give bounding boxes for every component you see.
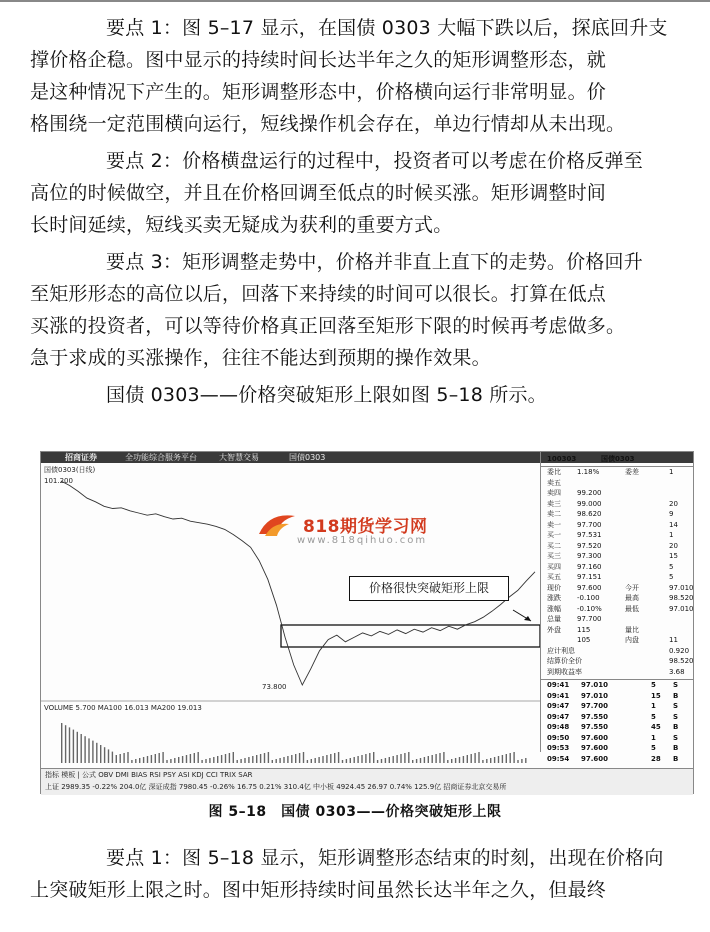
quote-row	[541, 625, 694, 636]
quote-cell: 97.700	[577, 520, 602, 529]
volume-bar	[112, 752, 113, 763]
tick-cell: 09:47	[547, 702, 570, 710]
volume-bar	[166, 760, 167, 763]
paragraph-1-line-2: 撑价格企稳。图中显示的持续时间长达半年之久的矩形调整形态，就	[30, 49, 607, 71]
quote-cell: 98.520	[669, 657, 694, 665]
quote-cell: 9	[669, 510, 674, 518]
tick-cell: 09:47	[547, 712, 570, 721]
volume-bar	[400, 754, 401, 763]
volume-bar	[506, 754, 507, 763]
quote-cell: 买五	[547, 573, 561, 581]
volume-bar	[182, 756, 183, 763]
toolbar-item-symbol[interactable]: 国债0303	[289, 453, 326, 462]
quote-cell: -0.100	[577, 594, 600, 602]
volume-bar	[322, 756, 323, 763]
tick-row	[541, 712, 694, 723]
volume-bar	[432, 755, 433, 763]
quote-cell: 总量	[547, 615, 561, 623]
paragraph-4-line-2: 上突破矩形上限之时。图中矩形持续时间虽然长达半年之久，但最终	[30, 879, 607, 901]
volume-bar	[369, 753, 370, 763]
volume-bar	[346, 759, 347, 763]
volume-bar	[498, 756, 499, 763]
low-price-label: 73.800	[262, 683, 287, 691]
volume-bar	[502, 755, 503, 763]
volume-bar	[373, 752, 374, 763]
tick-cell: S	[673, 733, 679, 742]
tick-row	[541, 701, 694, 712]
volume-bar	[229, 753, 230, 763]
quote-code: 100303	[547, 455, 577, 463]
quote-row	[541, 488, 694, 499]
volume-bar	[365, 754, 366, 763]
volume-bar	[474, 753, 475, 763]
volume-bar	[307, 760, 308, 763]
tick-row	[541, 691, 694, 702]
quote-cell: 买一	[547, 531, 561, 539]
quote-cell: 1.18%	[577, 468, 600, 476]
tick-cell: S	[673, 681, 679, 689]
quote-cell: 11	[669, 636, 678, 644]
volume-bar	[139, 758, 140, 763]
quote-row	[541, 551, 694, 562]
tick-row	[541, 733, 694, 744]
volume-bar	[291, 755, 292, 763]
tick-cell: S	[673, 702, 679, 710]
toolbar-item-trade[interactable]: 大智慧交易	[219, 453, 259, 462]
volume-bar	[393, 756, 394, 763]
tick-cell: 09:53	[547, 744, 570, 752]
quote-cell: 委比	[547, 468, 561, 476]
quote-cell: 5	[669, 562, 674, 571]
volume-bar	[490, 758, 491, 763]
tick-row	[541, 754, 694, 765]
volume-bar	[100, 745, 101, 763]
volume-bars	[61, 723, 527, 763]
volume-bar	[256, 755, 257, 763]
volume-bar	[162, 752, 163, 763]
tick-cell: 09:54	[547, 754, 570, 763]
quote-cell: 卖五	[547, 478, 561, 487]
volume-bar	[209, 758, 210, 763]
paragraph-3-line-1: 要点 3：矩形调整走势中，价格并非直上直下的走势。价格回升	[106, 251, 643, 273]
quote-cell: 买三	[547, 552, 561, 560]
volume-bar	[315, 758, 316, 763]
quote-cell: 5	[669, 573, 674, 581]
volume-bar	[361, 755, 362, 763]
rectangle-range-box	[281, 625, 540, 647]
quote-name: 国债0303	[601, 455, 635, 463]
tick-list	[541, 679, 694, 764]
volume-bar	[396, 755, 397, 763]
quote-cell: 115	[577, 625, 591, 634]
quote-row	[541, 583, 694, 594]
quote-cell: 97.600	[577, 583, 602, 592]
tick-cell: 97.010	[581, 681, 609, 689]
volume-bar	[385, 758, 386, 763]
quote-cell: 买四	[547, 562, 561, 571]
volume-bar	[155, 754, 156, 763]
volume-bar	[283, 757, 284, 763]
paragraph-3-line-3: 买涨的投资者，可以等待价格真正回落至矩形下限的时候再考虑做多。	[30, 315, 626, 337]
volume-bar	[217, 756, 218, 763]
quote-cell: 97.531	[577, 531, 602, 539]
quote-cell: 涨幅	[547, 604, 561, 613]
quote-cell: 买二	[547, 541, 561, 550]
volume-bar	[96, 743, 97, 763]
quote-cell: 98.520	[669, 594, 694, 602]
volume-bar	[455, 758, 456, 763]
paragraph-1-line-4: 格围绕一定范围横向运行，短线操作机会存在，单边行情却从未出现。	[30, 113, 626, 135]
tick-cell: 09:41	[547, 691, 570, 700]
volume-bar	[276, 759, 277, 763]
quote-cell: 99.000	[577, 499, 602, 508]
volume-bar	[77, 732, 78, 763]
volume-bar	[198, 752, 199, 763]
paragraph-2-line-1: 要点 2：价格横盘运行的过程中，投资者可以考虑在价格反弹至	[106, 150, 643, 172]
volume-bar	[65, 725, 66, 763]
volume-bar	[439, 753, 440, 763]
quote-cell: 97.010	[669, 604, 694, 613]
toolbar-item-platform[interactable]: 全功能综合服务平台	[125, 453, 197, 462]
volume-bar	[471, 754, 472, 763]
volume-bar	[178, 757, 179, 763]
paragraph-2	[30, 145, 708, 241]
volume-bar	[513, 752, 514, 763]
volume-bar	[123, 753, 124, 763]
volume-bar	[443, 752, 444, 763]
figure-caption: 图 5–18 国债 0303——价格突破矩形上限	[208, 804, 502, 820]
chart-figure	[40, 451, 694, 794]
paragraph-3-line-2: 至矩形形态的高位以后，回落下来持续的时间可以很长。打算在低点	[30, 283, 607, 305]
quote-cell: 涨跌	[547, 594, 561, 602]
volume-bar	[334, 753, 335, 763]
tick-cell: 45	[651, 723, 661, 731]
tick-cell: 97.600	[581, 733, 609, 742]
quote-cell: 卖三	[547, 499, 561, 508]
tick-cell: 1	[651, 702, 656, 710]
volume-bar	[244, 758, 245, 763]
volume-bar	[521, 759, 522, 763]
watermark-site-name: 818期货学习网	[303, 517, 428, 537]
quote-cell: 卖二	[547, 510, 561, 518]
tick-cell: 28	[651, 754, 661, 763]
page-top-rule	[0, 0, 710, 2]
tick-cell: 09:41	[547, 681, 570, 689]
tick-row	[541, 722, 694, 733]
indicator-tabs[interactable]: 指标 模板 | 公式 OBV DMI BIAS RSI PSY ASI KDJ CCI TRIX SAR	[45, 771, 253, 779]
volume-bar	[120, 754, 121, 763]
volume-bar	[108, 749, 109, 763]
quote-cell: 1	[669, 468, 674, 476]
volume-bar	[61, 723, 62, 763]
volume-bar	[186, 755, 187, 763]
tick-row	[541, 743, 694, 754]
quote-header	[541, 452, 694, 467]
volume-bar	[330, 754, 331, 763]
quote-panel	[540, 452, 694, 763]
volume-bar	[279, 758, 280, 763]
volume-bar	[342, 760, 343, 763]
volume-bar	[424, 757, 425, 763]
quote-cell: 卖一	[547, 520, 561, 529]
volume-bar	[486, 759, 487, 763]
quote-cell: 0.920	[669, 646, 690, 655]
volume-bar	[404, 753, 405, 763]
volume-bar	[127, 752, 128, 763]
tick-cell: 97.010	[581, 691, 609, 700]
volume-bar	[92, 741, 93, 763]
volume-bar	[252, 756, 253, 763]
quote-cell: 今开	[625, 583, 639, 592]
volume-bar	[482, 760, 483, 763]
tick-cell: 97.700	[581, 702, 609, 710]
tick-cell: 97.550	[581, 712, 609, 721]
volume-bar	[408, 752, 409, 763]
quote-cell: 最低	[625, 604, 639, 613]
quote-row	[541, 667, 694, 678]
paragraph-1	[30, 12, 708, 140]
volume-bar	[451, 759, 452, 763]
quote-cell: 应计利息	[547, 646, 575, 655]
quote-cell: 99.200	[577, 489, 602, 497]
quote-cell: 量比	[625, 625, 639, 634]
volume-bar	[170, 759, 171, 763]
quote-cell: 98.620	[577, 510, 602, 518]
volume-bar	[174, 758, 175, 763]
volume-bar	[295, 754, 296, 763]
figure-intro	[68, 379, 708, 411]
volume-indicator-label: VOLUME 5.700 MA100 16.013 MA200 19.013	[44, 704, 202, 712]
watermark	[255, 510, 475, 550]
tick-cell: 97.600	[581, 754, 609, 763]
volume-bar	[116, 755, 117, 763]
tick-cell: B	[673, 691, 679, 700]
tick-cell: B	[673, 754, 679, 763]
quote-cell: 最高	[625, 594, 639, 602]
paragraph-4	[30, 842, 708, 906]
watermark-flame-icon	[255, 510, 299, 540]
volume-bar	[478, 752, 479, 763]
volume-bar	[143, 757, 144, 763]
paragraph-3-line-4: 急于求成的买涨操作，往往不能达到预期的操作效果。	[30, 347, 491, 369]
quote-row	[541, 499, 694, 510]
volume-bar	[268, 752, 269, 763]
quote-cell: 外盘	[547, 625, 561, 634]
quote-cell: 3.68	[669, 667, 685, 676]
volume-bar	[131, 760, 132, 763]
tick-cell: 15	[651, 691, 661, 700]
quote-cell: 1	[669, 531, 674, 539]
volume-bar	[463, 756, 464, 763]
volume-bar	[428, 756, 429, 763]
quote-row	[541, 478, 694, 489]
volume-bar	[377, 760, 378, 763]
volume-bar	[412, 760, 413, 763]
quote-cell: 到期收益率	[547, 667, 582, 676]
volume-bar	[435, 754, 436, 763]
volume-bar	[416, 759, 417, 763]
volume-bar	[517, 760, 518, 763]
volume-bar	[194, 753, 195, 763]
volume-bar	[299, 753, 300, 763]
quote-cell: 15	[669, 552, 678, 560]
quote-row	[541, 635, 694, 646]
quote-row	[541, 509, 694, 520]
quote-row	[541, 520, 694, 531]
tick-cell: 09:48	[547, 723, 570, 731]
quote-cell: 20	[669, 541, 678, 550]
volume-bar	[260, 754, 261, 763]
quote-cell: 105	[577, 636, 591, 644]
tick-cell: B	[673, 744, 679, 752]
volume-bar	[467, 755, 468, 763]
quote-row	[541, 656, 694, 667]
high-price-label: 101.200	[44, 477, 73, 485]
watermark-url: www.818qihuo.com	[297, 535, 428, 546]
tick-cell: S	[673, 712, 679, 721]
volume-bar	[525, 758, 526, 763]
volume-bar	[73, 730, 74, 763]
volume-bar	[69, 727, 70, 763]
status-bar	[41, 768, 693, 795]
quote-row	[541, 604, 694, 615]
quote-row	[541, 467, 694, 478]
figure-intro-line: 国债 0303——价格突破矩形上限如图 5–18 所示。	[106, 384, 547, 406]
volume-bar	[213, 757, 214, 763]
quote-cell: 97.300	[577, 552, 602, 560]
paragraph-1-line-1: 要点 1：图 5–17 显示，在国债 0303 大幅下跌以后，探底回升支	[106, 17, 668, 39]
volume-bar	[159, 753, 160, 763]
volume-bar	[272, 760, 273, 763]
tick-cell: 1	[651, 733, 656, 742]
volume-bar	[326, 755, 327, 763]
tick-cell: 09:50	[547, 733, 570, 742]
volume-bar	[221, 755, 222, 763]
volume-bar	[318, 757, 319, 763]
quote-row	[541, 614, 694, 625]
quote-cell: -0.10%	[577, 604, 602, 613]
broker-logo-text: 招商证券	[65, 453, 97, 462]
volume-bar	[225, 754, 226, 763]
volume-bar	[190, 754, 191, 763]
volume-bar	[233, 752, 234, 763]
volume-bar	[88, 738, 89, 763]
volume-bar	[151, 755, 152, 763]
volume-bar	[84, 736, 85, 763]
tick-cell: 97.600	[581, 744, 609, 752]
breakout-annotation-box: 价格很快突破矩形上限	[349, 576, 509, 601]
volume-bar	[201, 760, 202, 763]
tick-cell: 5	[651, 712, 656, 721]
quote-row	[541, 530, 694, 541]
volume-bar	[135, 759, 136, 763]
volume-bar	[240, 759, 241, 763]
body-text-bottom	[30, 842, 708, 906]
quote-row	[541, 562, 694, 573]
quote-row	[541, 593, 694, 604]
quote-row	[541, 541, 694, 552]
volume-bar	[205, 759, 206, 763]
volume-bar	[494, 757, 495, 763]
volume-bar	[350, 758, 351, 763]
paragraph-2-line-2: 高位的时候做空，并且在价格回调至低点的时候买涨。矩形调整时间	[30, 182, 607, 204]
quote-cell: 卖四	[547, 489, 561, 497]
market-status-line: 上证 2989.35 -0.22% 204.0亿 深证成指 7980.45 -0.26% 16.75 0.21% 310.4亿 中小板 4924.45 26.97 0.74% 125.9亿 招商证券北京交易所	[45, 783, 507, 791]
quote-cell: 现价	[547, 583, 561, 592]
body-text-top	[30, 12, 708, 411]
paragraph-4-line-1: 要点 1：图 5–18 显示，矩形调整形态结束的时刻，出现在价格向	[106, 847, 664, 869]
quote-cell: 内盘	[625, 636, 639, 644]
volume-bar	[357, 756, 358, 763]
quote-rows	[541, 467, 694, 677]
tick-row	[541, 680, 694, 691]
volume-bar	[510, 753, 511, 763]
tick-cell: 97.550	[581, 723, 609, 731]
tick-cell: 5	[651, 744, 656, 752]
volume-bar	[389, 757, 390, 763]
volume-bar	[287, 756, 288, 763]
quote-cell: 97.520	[577, 541, 602, 550]
chart-title: 国债0303(日线)	[44, 466, 96, 474]
tick-cell: 5	[651, 681, 656, 689]
quote-row	[541, 572, 694, 583]
paragraph-1-line-3: 是这种情况下产生的。矩形调整形态中，价格横向运行非常明显。价	[30, 81, 607, 103]
quote-row	[541, 646, 694, 657]
volume-bar	[248, 757, 249, 763]
volume-bar	[311, 759, 312, 763]
quote-cell: 97.700	[577, 615, 602, 623]
paragraph-3	[30, 246, 708, 374]
volume-bar	[420, 758, 421, 763]
volume-bar	[237, 760, 238, 763]
quote-cell: 97.160	[577, 562, 602, 571]
volume-bar	[147, 756, 148, 763]
annotation-arrowhead	[524, 616, 531, 621]
price-chart	[41, 463, 540, 768]
volume-bar	[104, 747, 105, 763]
volume-bar	[459, 757, 460, 763]
volume-bar	[338, 752, 339, 763]
tick-cell: B	[673, 723, 679, 731]
quote-cell: 97.151	[577, 573, 602, 581]
volume-bar	[264, 753, 265, 763]
volume-bar	[381, 759, 382, 763]
quote-cell: 20	[669, 499, 678, 508]
volume-bar	[447, 760, 448, 763]
quote-cell: 委差	[625, 468, 639, 476]
volume-bar	[81, 734, 82, 763]
quote-cell: 14	[669, 520, 678, 529]
volume-bar	[303, 752, 304, 763]
volume-bar	[354, 757, 355, 763]
quote-cell: 结算价全价	[547, 657, 582, 665]
paragraph-2-line-3: 长时间延续，短线买卖无疑成为获利的重要方式。	[30, 214, 453, 236]
quote-cell: 97.010	[669, 583, 694, 592]
